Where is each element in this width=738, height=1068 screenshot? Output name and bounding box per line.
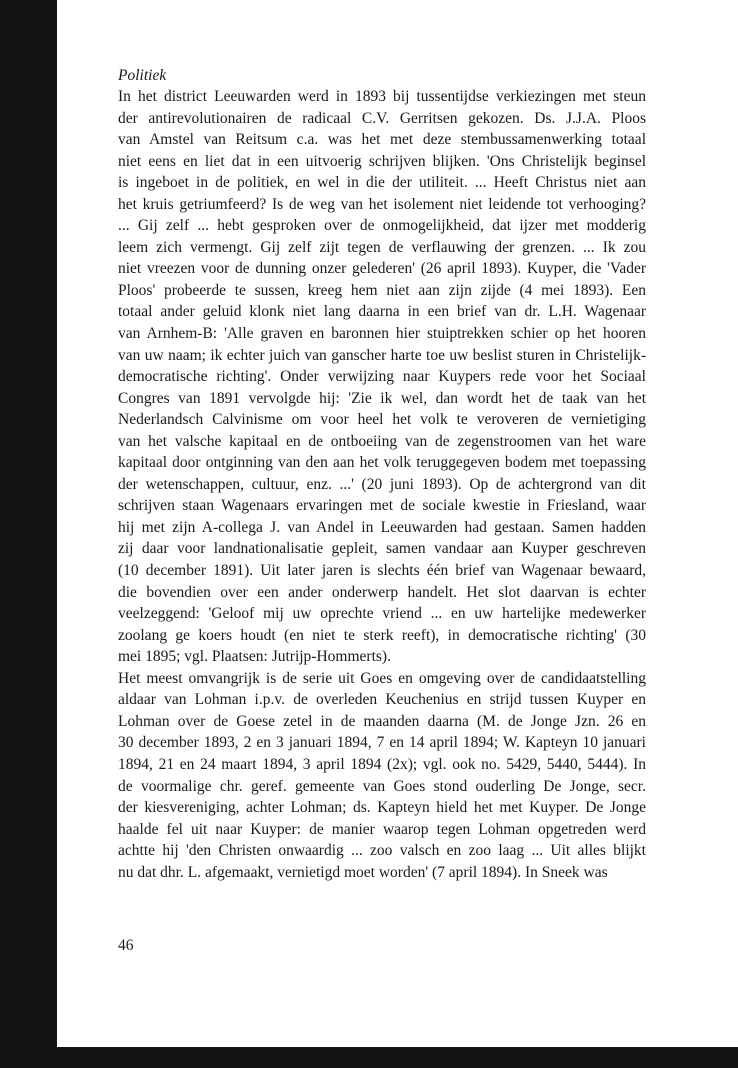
scan-border-left [0, 0, 57, 1068]
text-line: der wetenschappen, cultuur, enz. ...' (20 juni 1893). Op de achtergrond van dit [118, 475, 646, 493]
text-line: Lohman over de Goese zetel in de maanden daarna (M. de Jonge Jzn. 26 en [118, 712, 646, 730]
text-line: is ingeboet in de politiek, en wel in die der utiliteit. ... Heeft Christus niet aan [118, 174, 646, 192]
text-line: van Amstel van Reitsum c.a. was het met deze stembussamenwerking totaal [118, 131, 646, 149]
text-line: (10 december 1891). Uit later jaren is slechts één brief van Wagenaar bewaard, [118, 562, 646, 580]
text-line: Het meest omvangrijk is de serie uit Goes en omgeving over de candidaatstelling [118, 669, 646, 687]
text-line: totaal ander geluid klonk niet lang daarna in een brief van dr. L.H. Wagenaar [118, 303, 646, 321]
text-line: achtte hij 'den Christen onwaardig ... zoo valsch en zoo laag ... Uit alles blijkt [118, 842, 646, 860]
text-line: hij met zijn A-collega J. van Andel in Leeuwarden had gestaan. Samen hadden [118, 518, 646, 536]
text-line: veelzeggend: 'Geloof mij uw oprechte vriend ... en uw hartelijke medewerker [118, 605, 646, 623]
text-line: zij daar voor landnationalisatie gepleit, samen vandaar aan Kuyper geschreven [118, 540, 646, 558]
section-title: Politiek [118, 67, 167, 84]
text-line: van Arnhem-B: 'Alle graven en baronnen hier stuiptrekken schier op het hooren [118, 325, 646, 343]
text-line: nu dat dhr. L. afgemaakt, vernietigd moet worden' (7 april 1894). In Sneek was [118, 863, 608, 881]
text-line: 30 december 1893, 2 en 3 januari 1894, 7 en 14 april 1894; W. Kapteyn 10 januari [118, 734, 646, 752]
text-line: niet eens en liet dat in een uitvoerig schrijven blijken. 'Ons Christelijk beginsel [118, 152, 646, 170]
text-line: democratische richting'. Onder verwijzing naar Kuypers rede voor het Sociaal [118, 368, 646, 386]
text-line: der kiesvereniging, achter Lohman; ds. Kapteyn hield het met Kuyper. De Jonge [118, 799, 646, 817]
text-line: mei 1895; vgl. Plaatsen: Jutrijp-Hommerts). [118, 648, 391, 666]
page-number: 46 [118, 937, 134, 954]
text-line: Ploos' probeerde te sussen, kreeg hem niet aan zijn zijde (4 mei 1893). Een [118, 281, 646, 299]
scan-border-bottom [57, 1047, 738, 1068]
text-line: In het district Leeuwarden werd in 1893 bij tussentijdse verkiezingen met steun [118, 88, 646, 105]
text-line: 1894, 21 en 24 maart 1894, 3 april 1894 (2x); vgl. ook no. 5429, 5440, 5444). In [118, 755, 646, 773]
paragraph-1 [118, 86, 646, 668]
text-line: kapitaal door ontginning van den aan het volk teruggegeven bodem met toepassing [118, 454, 646, 472]
text-line: der antirevolutionairen de radicaal C.V. Gerritsen gekozen. Ds. J.J.A. Ploos [118, 109, 646, 127]
text-line: haalde fel uit naar Kuyper: de manier waarop tegen Lohman opgetreden werd [118, 820, 646, 838]
text-line: niet vreezen voor de dunning onzer gelederen' (26 april 1893). Kuyper, die 'Vader [118, 260, 646, 278]
text-line: leem zich vermengt. Gij zelf zijt tegen de verflauwing der grenzen. ... Ik zou [118, 238, 646, 256]
text-line: Congres van 1891 vervolgde hij: 'Zie ik wel, dan wordt het de taak van het [118, 389, 646, 407]
text-line: schrijven staan Wagenaars ervaringen met de sociale kwestie in Friesland, waar [118, 497, 646, 515]
page-text [118, 66, 646, 883]
text-line: de voormalige chr. geref. gemeente van Goes stond ouderling De Jonge, secr. [118, 777, 646, 795]
text-line: het kruis getriumfeerd? Is de weg van het isolement niet leidende tot verhooging? [118, 195, 646, 213]
text-line: van het valsche kapitaal en de ontboeiing van de zegenstroomen van het ware [118, 432, 646, 450]
text-line: van uw naam; ik echter juich van ganscher harte toe uw beslist sturen in Christelijk- [118, 346, 646, 364]
text-line: ... Gij zelf ... hebt gesproken over de onmogelijkheid, dat ijzer met modderig [118, 217, 646, 235]
text-line: aldaar van Lohman i.p.v. de overleden Keuchenius en strijd tussen Kuyper en [118, 691, 646, 709]
text-line: zoolang ge koers houdt (en niet te sterk reeft), in democratische richting' (30 [118, 626, 646, 644]
text-line: die bovendien over een ander onderwerp handelt. Het slot daarvan is echter [118, 583, 646, 601]
text-line: Nederlandsch Calvinisme om voor heel het volk te veroveren de vernietiging [118, 411, 646, 429]
paragraph-2 [118, 668, 646, 883]
